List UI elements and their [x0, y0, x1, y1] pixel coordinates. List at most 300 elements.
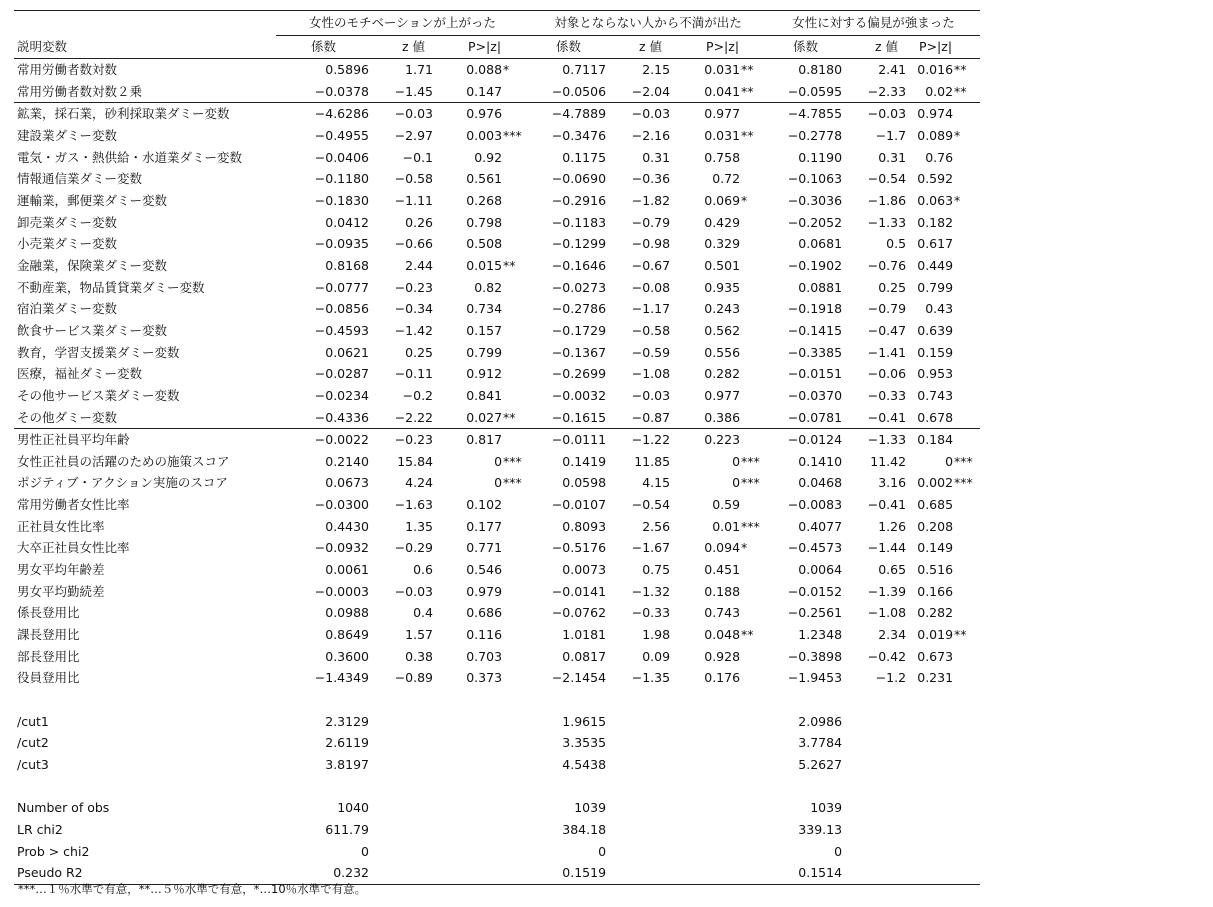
table-row — [14, 559, 980, 581]
p-value — [670, 298, 767, 320]
header-z-1: z 値 — [371, 36, 433, 59]
table-row — [14, 212, 980, 234]
coef-value: −0.1367 — [551, 344, 607, 360]
coef-value: −0.1183 — [551, 214, 607, 230]
p-value — [433, 516, 529, 538]
p-value — [670, 59, 767, 81]
z-value: −0.11 — [394, 366, 433, 382]
z-value: −0.66 — [394, 236, 433, 252]
blank-cell — [14, 776, 980, 798]
variable-label: 教育，学習支援業ダミー変数 — [17, 344, 180, 360]
table-row — [14, 342, 980, 364]
p-value — [433, 537, 529, 559]
p-number: 0.094 — [704, 540, 741, 556]
coef-value: −0.3036 — [787, 192, 843, 208]
coef-value: 3.3535 — [562, 735, 607, 751]
p-value — [906, 363, 980, 385]
p-number: 0.673 — [917, 648, 954, 664]
z-value: −0.54 — [867, 171, 907, 187]
coef-value: −4.7889 — [551, 106, 607, 122]
coef-value: 1.2348 — [798, 627, 843, 643]
p-value — [906, 277, 980, 299]
variable-label: 部長登用比 — [17, 648, 80, 664]
coef-value: −0.2699 — [551, 366, 607, 382]
z-value: 0.25 — [405, 344, 433, 360]
p-number: 0.268 — [466, 192, 503, 208]
table-row — [14, 277, 980, 299]
p-value — [670, 472, 767, 494]
z-value: 1.35 — [405, 518, 433, 534]
z-value: −0.34 — [394, 301, 433, 317]
p-value — [433, 429, 529, 451]
empty-cell — [844, 841, 906, 863]
coef-value: −0.4593 — [314, 322, 369, 338]
table-row — [14, 385, 980, 407]
p-number: 0.282 — [917, 605, 954, 621]
coef-value: 0.1175 — [562, 149, 607, 165]
coef-value: 0.3600 — [325, 648, 369, 664]
empty-cell — [844, 711, 906, 733]
z-value: −1.11 — [394, 192, 433, 208]
p-value — [670, 147, 767, 169]
z-value: −0.03 — [867, 106, 907, 122]
coef-value: 0.0468 — [798, 475, 843, 491]
coef-value: −1.9453 — [787, 670, 843, 686]
coef-value: 0.0412 — [325, 214, 369, 230]
p-number: 0.501 — [704, 257, 741, 273]
coef-value: −0.3385 — [787, 344, 843, 360]
coef-value: −0.0935 — [314, 236, 369, 252]
table-row — [14, 711, 980, 733]
z-value: −0.98 — [631, 236, 671, 252]
p-value — [670, 190, 767, 212]
significance-stars: ** — [741, 83, 754, 99]
significance-stars: *** — [741, 453, 760, 469]
group-title-2: 対象とならない人から不満が出た — [529, 11, 767, 36]
p-value — [670, 516, 767, 538]
table-row — [14, 190, 980, 212]
p-value — [670, 81, 767, 103]
p-number: 0.703 — [466, 648, 503, 664]
z-value: −2.16 — [631, 127, 671, 143]
p-value — [433, 342, 529, 364]
empty-cell — [906, 711, 980, 733]
z-value: −0.87 — [608, 407, 670, 429]
table-row — [14, 667, 980, 689]
empty-cell — [670, 711, 767, 733]
table-row — [14, 646, 980, 668]
header-coef-1: 係数 — [276, 36, 371, 59]
coef-value: −1.4349 — [314, 670, 369, 686]
p-value — [670, 233, 767, 255]
z-value: 11.42 — [870, 453, 907, 469]
variable-label: 役員登用比 — [17, 670, 80, 686]
variable-label: 男女平均勤続差 — [17, 583, 105, 599]
empty-cell — [670, 862, 767, 884]
p-number: 0.841 — [466, 387, 503, 403]
coef-value: −0.0287 — [314, 366, 369, 382]
variable-label: 建設業ダミー変数 — [17, 127, 118, 143]
table-row — [14, 81, 980, 103]
p-value — [433, 646, 529, 668]
p-number: 0.798 — [466, 214, 503, 230]
table-row — [14, 298, 980, 320]
coef-value: 339.13 — [798, 821, 843, 837]
empty-cell — [670, 732, 767, 754]
empty-cell — [608, 754, 670, 776]
z-value: −0.33 — [631, 605, 671, 621]
z-value: −1.22 — [631, 432, 671, 448]
coef-value: 384.18 — [562, 821, 607, 837]
empty-cell — [906, 754, 980, 776]
coef-value: −0.0022 — [314, 432, 369, 448]
z-value: −1.33 — [867, 214, 907, 230]
p-number: 0.282 — [704, 366, 741, 382]
table-row — [14, 233, 980, 255]
p-value — [433, 407, 529, 429]
p-value — [670, 103, 767, 125]
z-value: −1.08 — [631, 366, 671, 382]
z-value: −1.82 — [631, 192, 671, 208]
p-number: 0.048 — [704, 627, 741, 643]
coef-value: −0.5176 — [551, 540, 607, 556]
variable-label: 正社員女性比率 — [17, 518, 105, 534]
variable-label: /cut3 — [17, 756, 49, 772]
p-value — [906, 103, 980, 125]
coef-value: 0.0598 — [562, 475, 607, 491]
coef-value: 0.5896 — [325, 62, 369, 77]
variable-label: /cut2 — [17, 735, 49, 751]
coef-value: −0.0152 — [787, 583, 843, 599]
variable-label: 男性正社員平均年齢 — [17, 432, 130, 448]
significance-stars: ** — [741, 627, 754, 643]
p-number: 0.935 — [704, 279, 741, 295]
coef-value: −0.1729 — [551, 322, 607, 338]
p-value — [906, 385, 980, 407]
empty-cell — [433, 711, 529, 733]
p-number: 0.015 — [466, 257, 503, 273]
header-p-3: P>|z| — [906, 36, 980, 59]
p-value — [906, 212, 980, 234]
p-value — [906, 407, 980, 429]
empty-cell — [371, 862, 433, 884]
coef-value: −0.0234 — [314, 387, 369, 403]
z-value: 2.44 — [405, 257, 433, 273]
coef-value: −0.0003 — [314, 583, 369, 599]
p-number: 0.449 — [917, 257, 954, 273]
blank-row — [14, 689, 980, 711]
table-row — [14, 754, 980, 776]
coef-value: −0.0032 — [551, 387, 607, 403]
p-value — [433, 125, 529, 147]
z-value: 15.84 — [397, 453, 433, 469]
z-value: −1.45 — [371, 81, 433, 103]
p-number: 0.182 — [917, 214, 954, 230]
table-row — [14, 537, 980, 559]
coef-value: 1.0181 — [562, 627, 607, 643]
z-value: −1.41 — [867, 344, 907, 360]
variable-label: /cut1 — [17, 713, 49, 729]
p-number: 0.177 — [466, 518, 503, 534]
p-number: 0.027 — [466, 409, 503, 425]
coef-value: 0.0673 — [325, 475, 369, 491]
coef-value: 1.9615 — [562, 713, 607, 729]
z-value: −0.58 — [631, 322, 671, 338]
p-number: 0.002 — [917, 475, 954, 491]
z-value: −0.2 — [402, 387, 433, 403]
coef-value: 0.0817 — [562, 648, 607, 664]
z-value: −1.42 — [394, 322, 433, 338]
p-value — [433, 147, 529, 169]
coef-value: −2.1454 — [551, 670, 607, 686]
p-number: 0.977 — [704, 106, 741, 122]
variable-label: Pseudo R2 — [14, 862, 276, 884]
coef-value: −0.3476 — [551, 127, 607, 143]
coef-value: −0.0506 — [529, 81, 608, 103]
p-number: 0.685 — [917, 497, 954, 513]
p-number: 0.166 — [917, 583, 954, 599]
p-value — [670, 559, 767, 581]
p-value — [906, 81, 980, 103]
z-value: −0.03 — [394, 106, 433, 122]
blank-row — [14, 776, 980, 798]
z-value: −0.79 — [867, 301, 907, 317]
empty-cell — [608, 732, 670, 754]
p-number: 0.617 — [917, 236, 954, 252]
coef-value: 2.0986 — [798, 713, 843, 729]
p-number: 0.016 — [917, 62, 954, 77]
p-number: 0.639 — [917, 322, 954, 338]
variable-label: Number of obs — [17, 800, 110, 816]
p-value — [906, 516, 980, 538]
coef-value: −0.4955 — [314, 127, 369, 143]
z-value: −1.33 — [867, 432, 907, 448]
z-value: −1.35 — [631, 670, 671, 686]
p-number: 0.561 — [466, 171, 503, 187]
coef-value: 0.8180 — [798, 62, 843, 77]
p-value — [670, 320, 767, 342]
z-value: 2.56 — [642, 518, 671, 534]
p-number: 0.031 — [704, 127, 741, 143]
p-number: 0.59 — [712, 497, 741, 513]
p-number: 0.516 — [917, 562, 954, 578]
variable-label: 運輸業，郵便業ダミー変数 — [17, 192, 168, 208]
significance-stars: * — [954, 127, 961, 143]
p-number: 0.208 — [917, 518, 954, 534]
coef-value: −0.1415 — [787, 322, 843, 338]
significance-stars: ** — [954, 83, 967, 99]
significance-stars: * — [954, 192, 961, 208]
p-value — [670, 429, 767, 451]
table-row — [14, 602, 980, 624]
p-number: 0.069 — [704, 192, 741, 208]
p-value — [906, 624, 980, 646]
p-value — [670, 624, 767, 646]
p-number: 0 — [494, 475, 503, 491]
variable-label: 卸売業ダミー変数 — [17, 214, 118, 230]
empty-cell — [844, 819, 906, 841]
coef-value: 0.4077 — [798, 518, 843, 534]
p-number: 0.979 — [466, 583, 503, 599]
coef-value: 0.1514 — [767, 862, 844, 884]
p-number: 0.686 — [466, 605, 503, 621]
coef-value: −0.2786 — [551, 301, 607, 317]
p-value — [670, 646, 767, 668]
column-header-row — [14, 36, 980, 59]
p-number: 0.041 — [704, 83, 741, 99]
regression-table — [14, 10, 980, 885]
z-value: −0.08 — [631, 279, 671, 295]
table-row — [14, 125, 980, 147]
p-number: 0.799 — [466, 344, 503, 360]
coef-value: −0.0300 — [314, 497, 369, 513]
z-value: 1.26 — [878, 518, 907, 534]
significance-stars: * — [741, 192, 748, 208]
p-number: 0.089 — [917, 127, 954, 143]
table-row — [14, 168, 980, 190]
z-value: −0.03 — [394, 583, 433, 599]
p-value — [433, 363, 529, 385]
coef-value: 5.2627 — [798, 756, 843, 772]
p-value — [906, 255, 980, 277]
p-number: 0.974 — [917, 106, 954, 122]
p-value — [433, 298, 529, 320]
p-value — [433, 624, 529, 646]
z-value: 2.34 — [878, 627, 907, 643]
z-value: −2.22 — [371, 407, 433, 429]
empty-cell — [844, 754, 906, 776]
z-value: 0.09 — [642, 648, 671, 664]
coef-value: −0.1918 — [787, 301, 843, 317]
variable-label: ポジティブ・アクション実施のスコア — [17, 475, 228, 491]
coef-value: −0.1615 — [529, 407, 608, 429]
p-value — [906, 190, 980, 212]
coef-value: 0.1410 — [798, 453, 843, 469]
p-value — [670, 363, 767, 385]
coef-value: 1040 — [337, 800, 369, 816]
p-value — [906, 537, 980, 559]
coef-value: −0.4336 — [276, 407, 371, 429]
coef-value: 1039 — [810, 800, 843, 816]
p-value — [433, 103, 529, 125]
table-row — [14, 147, 980, 169]
z-value: −1.39 — [867, 583, 907, 599]
table-row — [14, 516, 980, 538]
coef-value: −0.0107 — [551, 497, 607, 513]
p-value — [433, 581, 529, 603]
p-value — [670, 537, 767, 559]
empty-cell — [433, 732, 529, 754]
variable-label: 常用労働者数対数 — [17, 62, 118, 77]
z-value: 11.85 — [634, 453, 671, 469]
p-value — [433, 494, 529, 516]
significance-stars: *** — [741, 518, 760, 534]
coef-value: −0.1063 — [787, 171, 843, 187]
p-number: 0.429 — [704, 214, 741, 230]
p-value — [670, 342, 767, 364]
p-value — [670, 277, 767, 299]
table-row — [14, 451, 980, 473]
p-value — [433, 255, 529, 277]
group-title-1: 女性のモチベーションが上がった — [276, 11, 529, 36]
p-number: 0.976 — [466, 106, 503, 122]
empty-cell — [371, 711, 433, 733]
table-row — [14, 732, 980, 754]
significance-note: ***…１％水準で有意，**…５％水準で有意，*…10％水準で有意。 — [18, 882, 367, 896]
empty-cell — [906, 819, 980, 841]
group-title-3: 女性に対する偏見が強まった — [767, 11, 980, 36]
empty-cell — [371, 732, 433, 754]
table-row — [14, 819, 980, 841]
p-number: 0.562 — [704, 322, 741, 338]
empty-cell — [670, 841, 767, 863]
coef-value: 3.8197 — [325, 756, 369, 772]
z-value: −1.2 — [875, 670, 907, 686]
table-row — [14, 59, 980, 81]
p-number: 0.373 — [466, 670, 503, 686]
p-number: 0.678 — [917, 409, 954, 425]
coef-value: 0.1190 — [798, 149, 843, 165]
coef-value: −0.2561 — [787, 605, 843, 621]
coef-value: −0.4573 — [787, 540, 843, 556]
p-value — [906, 168, 980, 190]
z-value: −0.76 — [867, 257, 907, 273]
p-number: 0.72 — [712, 171, 741, 187]
coef-value: −0.0762 — [551, 605, 607, 621]
p-value — [906, 602, 980, 624]
p-value — [906, 559, 980, 581]
empty-cell — [906, 841, 980, 863]
z-value: −1.63 — [394, 497, 433, 513]
p-number: 0 — [732, 475, 741, 491]
p-number: 0.019 — [917, 627, 954, 643]
coef-value: 0.0881 — [798, 279, 843, 295]
p-number: 0.149 — [917, 540, 954, 556]
z-value: 2.15 — [642, 62, 671, 77]
p-number: 0.188 — [704, 583, 741, 599]
p-value — [433, 559, 529, 581]
p-number: 0.592 — [917, 171, 954, 187]
variable-label: その他ダミー変数 — [14, 407, 276, 429]
coef-value: 0.0988 — [325, 605, 369, 621]
p-value — [433, 602, 529, 624]
p-number: 0.953 — [917, 366, 954, 382]
coef-value: 0.232 — [276, 862, 371, 884]
p-value — [906, 451, 980, 473]
coef-value: 0.2140 — [325, 453, 369, 469]
coef-value: −0.0781 — [767, 407, 844, 429]
p-value — [906, 342, 980, 364]
coef-value: 0.0061 — [325, 562, 369, 578]
table-row — [14, 494, 980, 516]
p-value — [670, 407, 767, 429]
empty-cell — [433, 841, 529, 863]
variable-label: 女性正社員の活躍のための施策スコア — [17, 453, 230, 469]
coef-value: −0.0595 — [767, 81, 844, 103]
p-value — [670, 494, 767, 516]
coef-value: 0.4430 — [325, 518, 369, 534]
z-value: 3.16 — [878, 475, 907, 491]
p-value — [433, 233, 529, 255]
z-value: −0.33 — [867, 387, 907, 403]
empty-cell — [371, 797, 433, 819]
variable-label: 宿泊業ダミー変数 — [17, 301, 118, 317]
table-row — [14, 472, 980, 494]
p-value — [433, 212, 529, 234]
z-value: −0.03 — [631, 387, 671, 403]
z-value: −1.7 — [875, 127, 907, 143]
coef-value: 0.7117 — [562, 62, 607, 77]
